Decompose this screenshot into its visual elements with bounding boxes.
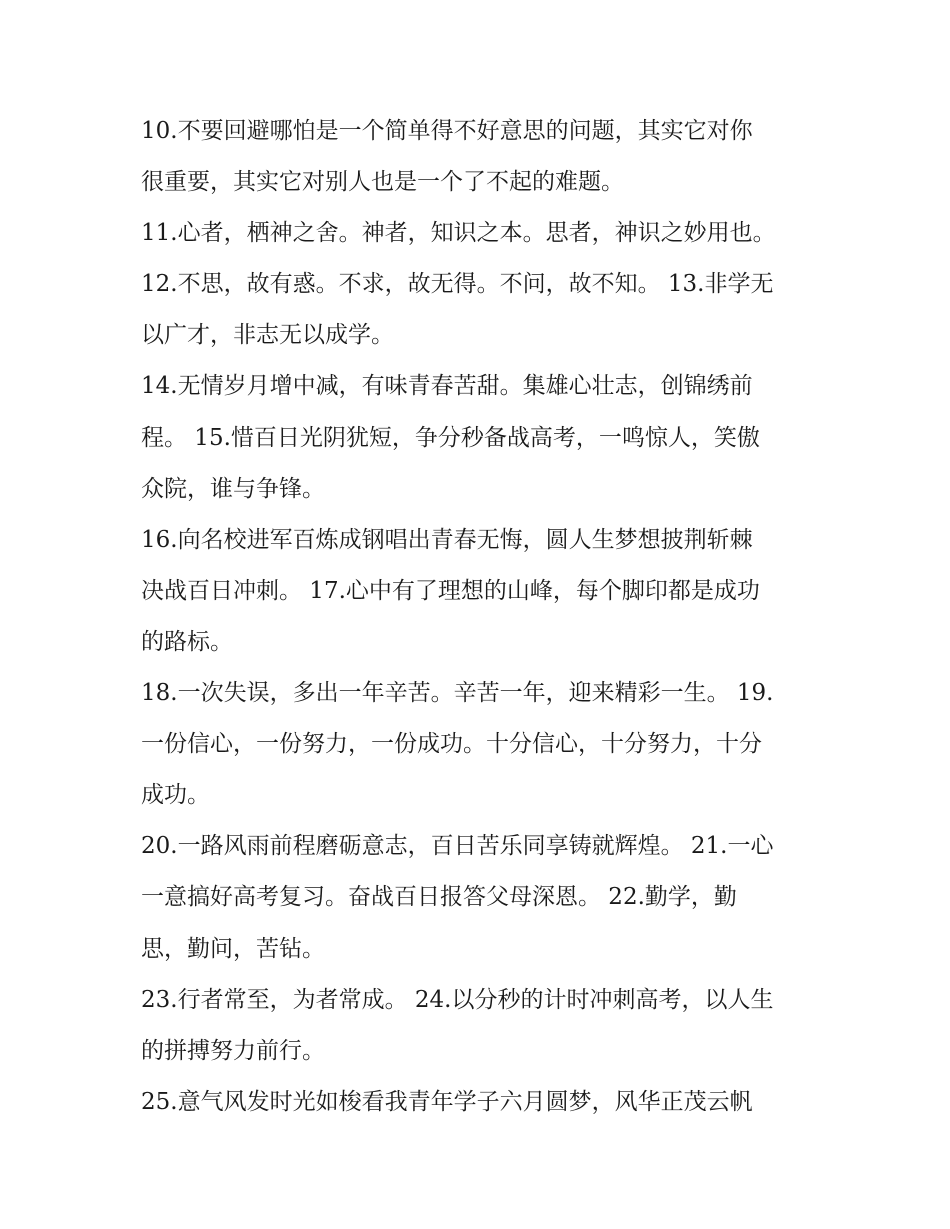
text-line: 23.行者常至，为者常成。 24.以分秒的计时冲刺高考，以人生 <box>141 986 774 1013</box>
text-line: 25.意气风发时光如梭看我青年学子六月圆梦，风华正茂云帆 <box>141 1088 753 1115</box>
text-line: 20.一路风雨前程磨砺意志，百日苦乐同享铸就辉煌。 21.一心 <box>141 833 774 860</box>
text-line: 12.不思，故有惑。不求，故无得。不问，故不知。 13.非学无 <box>141 271 774 298</box>
text-line: 以广才，非志无以成学。 <box>141 322 394 349</box>
text-line: 11.心者，栖神之舍。神者，知识之本。思者，神识之妙用也。 <box>141 220 776 247</box>
document-body <box>141 106 821 1128</box>
text-line: 16.向名校进军百炼成钢唱出青春无悔，圆人生梦想披荆斩棘 <box>141 526 753 553</box>
text-line: 一意搞好高考复习。奋战百日报答父母深恩。 22.勤学，勤 <box>141 884 737 911</box>
text-line: 成功。 <box>141 782 210 809</box>
text-line: 思，勤问，苦钻。 <box>141 935 325 962</box>
text-line: 10.不要回避哪怕是一个简单得不好意思的问题，其实它对你 <box>141 118 753 144</box>
text-line: 程。 15.惜百日光阴犹短，争分秒备战高考，一鸣惊人，笑傲 <box>141 424 760 451</box>
text-line: 的路标。 <box>141 628 233 655</box>
text-line: 的拼搏努力前行。 <box>141 1037 325 1064</box>
text-line: 很重要，其实它对别人也是一个了不起的难题。 <box>141 169 624 196</box>
text-line: 决战百日冲刺。 17.心中有了理想的山峰，每个脚印都是成功 <box>141 577 760 604</box>
text-line: 一份信心，一份努力，一份成功。十分信心，十分努力，十分 <box>141 731 762 758</box>
text-line: 14.无情岁月增中减，有味青春苦甜。集雄心壮志，创锦绣前 <box>141 373 753 400</box>
text-line: 18.一次失误，多出一年辛苦。辛苦一年，迎来精彩一生。 19. <box>141 680 774 707</box>
text-line: 众院，谁与争锋。 <box>141 475 325 502</box>
